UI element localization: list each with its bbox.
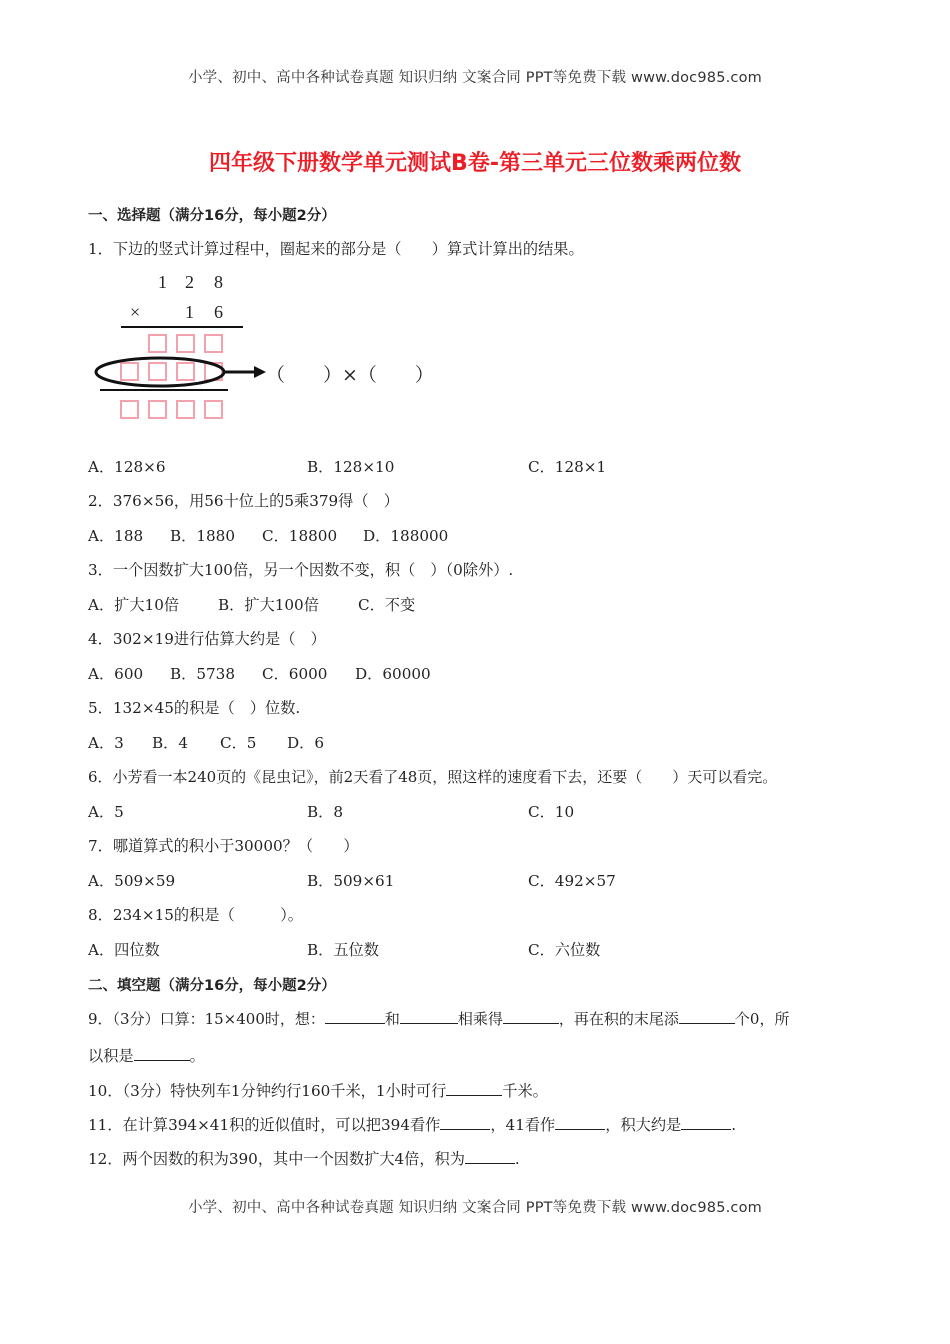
question-11-text: . [731,1116,737,1134]
option-c: C．不变 [358,596,416,614]
option-b: B．1880 [170,527,235,545]
option-a: A．5 [88,803,124,821]
option-a: A．3 [88,734,124,752]
multiplication-expression: （ ）×（ ） [266,364,434,386]
digit: 1 [185,302,194,322]
page-title: 四年级下册数学单元测试B卷-第三单元三位数乘两位数 [209,151,741,176]
section-heading-fill: 二、填空题（满分16分，每小题2分） [88,978,336,994]
answer-blank[interactable] [440,1115,490,1130]
answer-blank[interactable] [679,1009,735,1024]
header-watermark: 小学、初中、高中各种试卷真题 知识归纳 文案合同 PPT等免费下载 www.doc985.com [187,70,763,86]
question-1: 1．下边的竖式计算过程中，圈起来的部分是（ ）算式计算出的结果。 [88,240,584,258]
question-11-text: ，41看作 [490,1116,556,1134]
option-a: A．扩大10倍 [88,596,180,614]
option-b: B．4 [152,734,189,752]
question-9-text: 相乘得 [457,1010,503,1028]
question-9-text: 9．（3分）口算：15×400时，想： [88,1010,325,1028]
digit-box [204,400,223,419]
digit-box [120,400,139,419]
vertical-multiplication-diagram [88,272,468,432]
option-c: C．18800 [262,527,338,545]
question-9-text: ，再在积的末尾添 [558,1010,679,1028]
answer-blank[interactable] [446,1081,502,1096]
digit: 1 [158,272,167,292]
option-b: B．509×61 [307,872,395,890]
option-b: B．128×10 [307,458,395,476]
arrow-head-icon [254,366,266,378]
question-11-text: ，积大约是 [605,1116,682,1134]
option-a: A．128×6 [88,458,166,476]
question-11-text: 11．在计算394×41积的近似值时，可以把394看作 [88,1116,441,1134]
question-11 [88,1114,736,1135]
digit-box [148,400,167,419]
option-c: C．128×1 [528,458,607,476]
question-12-text: . [514,1150,520,1168]
question-3: 3．一个因数扩大100倍，另一个因数不变，积（ ）（0除外）. [88,561,514,579]
question-10-text: 千米。 [502,1082,548,1100]
option-a: A．509×59 [88,872,176,890]
question-2: 2．376×56，用56十位上的5乘379得（ ） [88,492,399,510]
answer-blank[interactable] [465,1149,515,1164]
question-9-cont [88,1045,205,1066]
option-b: B．扩大100倍 [218,596,319,614]
section-heading-choice: 一、选择题（满分16分，每小题2分） [88,208,336,224]
digit-box [176,400,195,419]
digit: 2 [185,272,194,292]
answer-blank[interactable] [134,1046,190,1061]
option-d: D．6 [287,734,325,752]
question-8: 8．234×15的积是（ ）。 [88,906,303,924]
question-9-text: 以积是 [88,1047,134,1065]
option-b: B．5738 [170,665,235,683]
question-9-text: 个0，所 [734,1010,790,1028]
answer-blank[interactable] [681,1115,731,1130]
question-5: 5．132×45的积是（ ）位数. [88,699,301,717]
question-4: 4．302×19进行估算大约是（ ） [88,630,326,648]
question-9-text: 和 [384,1010,400,1028]
question-10 [88,1080,548,1101]
question-7: 7．哪道算式的积小于30000？（ ） [88,837,359,855]
option-c: C．六位数 [528,941,601,959]
footer-watermark: 小学、初中、高中各种试卷真题 知识归纳 文案合同 PPT等免费下载 www.doc985.com [187,1200,763,1216]
circle-mark [96,358,224,386]
option-b: B．8 [307,803,344,821]
question-6: 6．小芳看一本240页的《昆虫记》，前2天看了48页，照这样的速度看下去，还要（ ）天可以看完。 [88,768,778,786]
answer-blank[interactable] [400,1009,458,1024]
answer-blank[interactable] [325,1009,385,1024]
option-d: D．60000 [355,665,431,683]
question-9-text: 。 [189,1047,205,1065]
option-c: C．10 [528,803,575,821]
option-c: C．492×57 [528,872,616,890]
option-a: A．600 [88,665,144,683]
question-9 [88,1008,789,1029]
question-10-text: 10．（3分）特快列车1分钟约行160千米，1小时可行 [88,1082,447,1100]
answer-blank[interactable] [555,1115,605,1130]
option-a: A．四位数 [88,941,160,959]
circle-and-arrow [88,272,468,432]
option-d: D．188000 [363,527,449,545]
answer-blank[interactable] [503,1009,559,1024]
option-a: A．188 [88,527,144,545]
digit: 8 [214,272,223,292]
times-sign: × [130,302,141,322]
question-12-text: 12．两个因数的积为390，其中一个因数扩大4倍，积为 [88,1150,465,1168]
option-c: C．5 [220,734,257,752]
option-b: B．五位数 [307,941,379,959]
option-c: C．6000 [262,665,328,683]
question-12 [88,1148,520,1169]
digit: 6 [214,302,223,322]
